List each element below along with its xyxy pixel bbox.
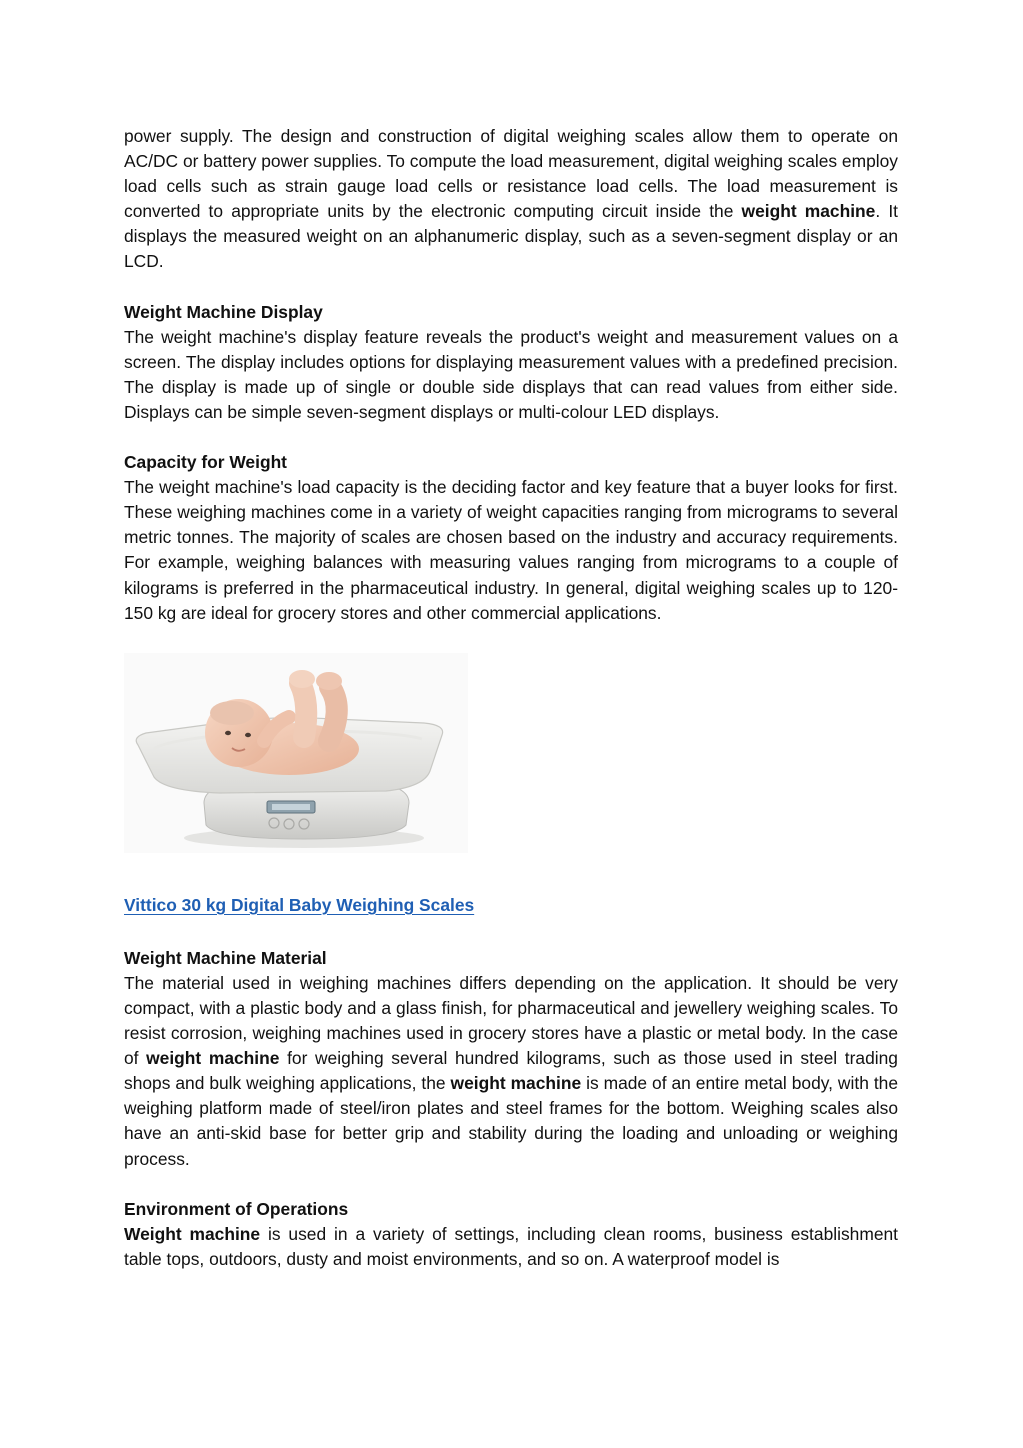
display-section (124, 300, 898, 425)
capacity-body: The weight machine's load capacity is the deciding factor and key feature that a buyer looks for first. These weighing machines come in a variety of weight capacities ranging from micrograms to several metric tonnes. The majority of scales are chosen based on the industry and accuracy requirements. For example, weighing balances with measuring values ranging from micrograms to a couple of kilograms is preferred in the pharmaceutical industry. In general, digital weighing scales up to 120-150 kg are ideal for grocery stores and other commercial applications. (124, 477, 898, 623)
baby-on-scale-illustration (124, 653, 468, 853)
environment-text-a: is used in a variety of settings, including clean rooms, business establishment table tops, outdoors, dusty and moist environments, and so on. A waterproof model is (124, 1223, 898, 1269)
document-page (124, 124, 898, 1272)
material-body (124, 971, 898, 1172)
product-link-wrap (124, 893, 898, 936)
capacity-heading: Capacity for Weight (124, 452, 287, 473)
capacity-section (124, 450, 898, 626)
material-bold-weight-machine-1: weight machine (146, 1048, 280, 1069)
environment-body (124, 1222, 898, 1272)
material-bold-weight-machine-2: weight machine (450, 1073, 582, 1094)
display-heading: Weight Machine Display (124, 301, 323, 322)
material-text-c: is made of an entire metal body, with the weighing platform made of steel/iron plates and steel frames for the bottom. Weighing scales also have an anti-skid base for better grip and stability during the loading and unloading or weighing process. (124, 1073, 898, 1169)
intro-bold-weight-machine: weight machine (741, 201, 876, 222)
display-body: The weight machine's display feature reveals the product's weight and measurement values on a screen. The display includes options for displaying measurement values with a predefined precision. The display is made up of single or double side displays that can read values from either side. Displays can be simple seven-segment displays or multi-colour LED displays. (124, 326, 898, 422)
environment-section (124, 1197, 898, 1272)
intro-text-a: power supply. The design and construction of digital weighing scales allow them to operate on AC/DC or battery power supplies. To compute the load measurement, digital weighing scales employ load cells such as strain gauge load cells or resistance load cells. The load measurement is converted to appropriate units by the electronic computing circuit inside the (124, 126, 898, 222)
baby-scale-image (124, 653, 468, 853)
material-section (124, 946, 898, 1172)
product-link-vittico-baby-scale[interactable]: Vittico 30 kg Digital Baby Weighing Scales (124, 894, 475, 915)
intro-text-b: . It displays the measured weight on an alphanumeric display, such as a seven-segment display or an LCD. (124, 201, 898, 272)
material-heading: Weight Machine Material (124, 947, 327, 968)
environment-heading: Environment of Operations (124, 1198, 349, 1219)
material-text-b: for weighing several hundred kilograms, such as those used in steel trading shops and bulk weighing applications, the (124, 1048, 898, 1094)
environment-bold-weight-machine: Weight machine (124, 1223, 261, 1244)
intro-paragraph (124, 124, 898, 275)
material-text-a: The material used in weighing machines differs depending on the application. It should be very compact, with a plastic body and a glass finish, for pharmaceutical and jewellery weighing scales. To resist corrosion, weighing machines used in grocery stores have a plastic or metal body. In the case of (124, 972, 898, 1069)
